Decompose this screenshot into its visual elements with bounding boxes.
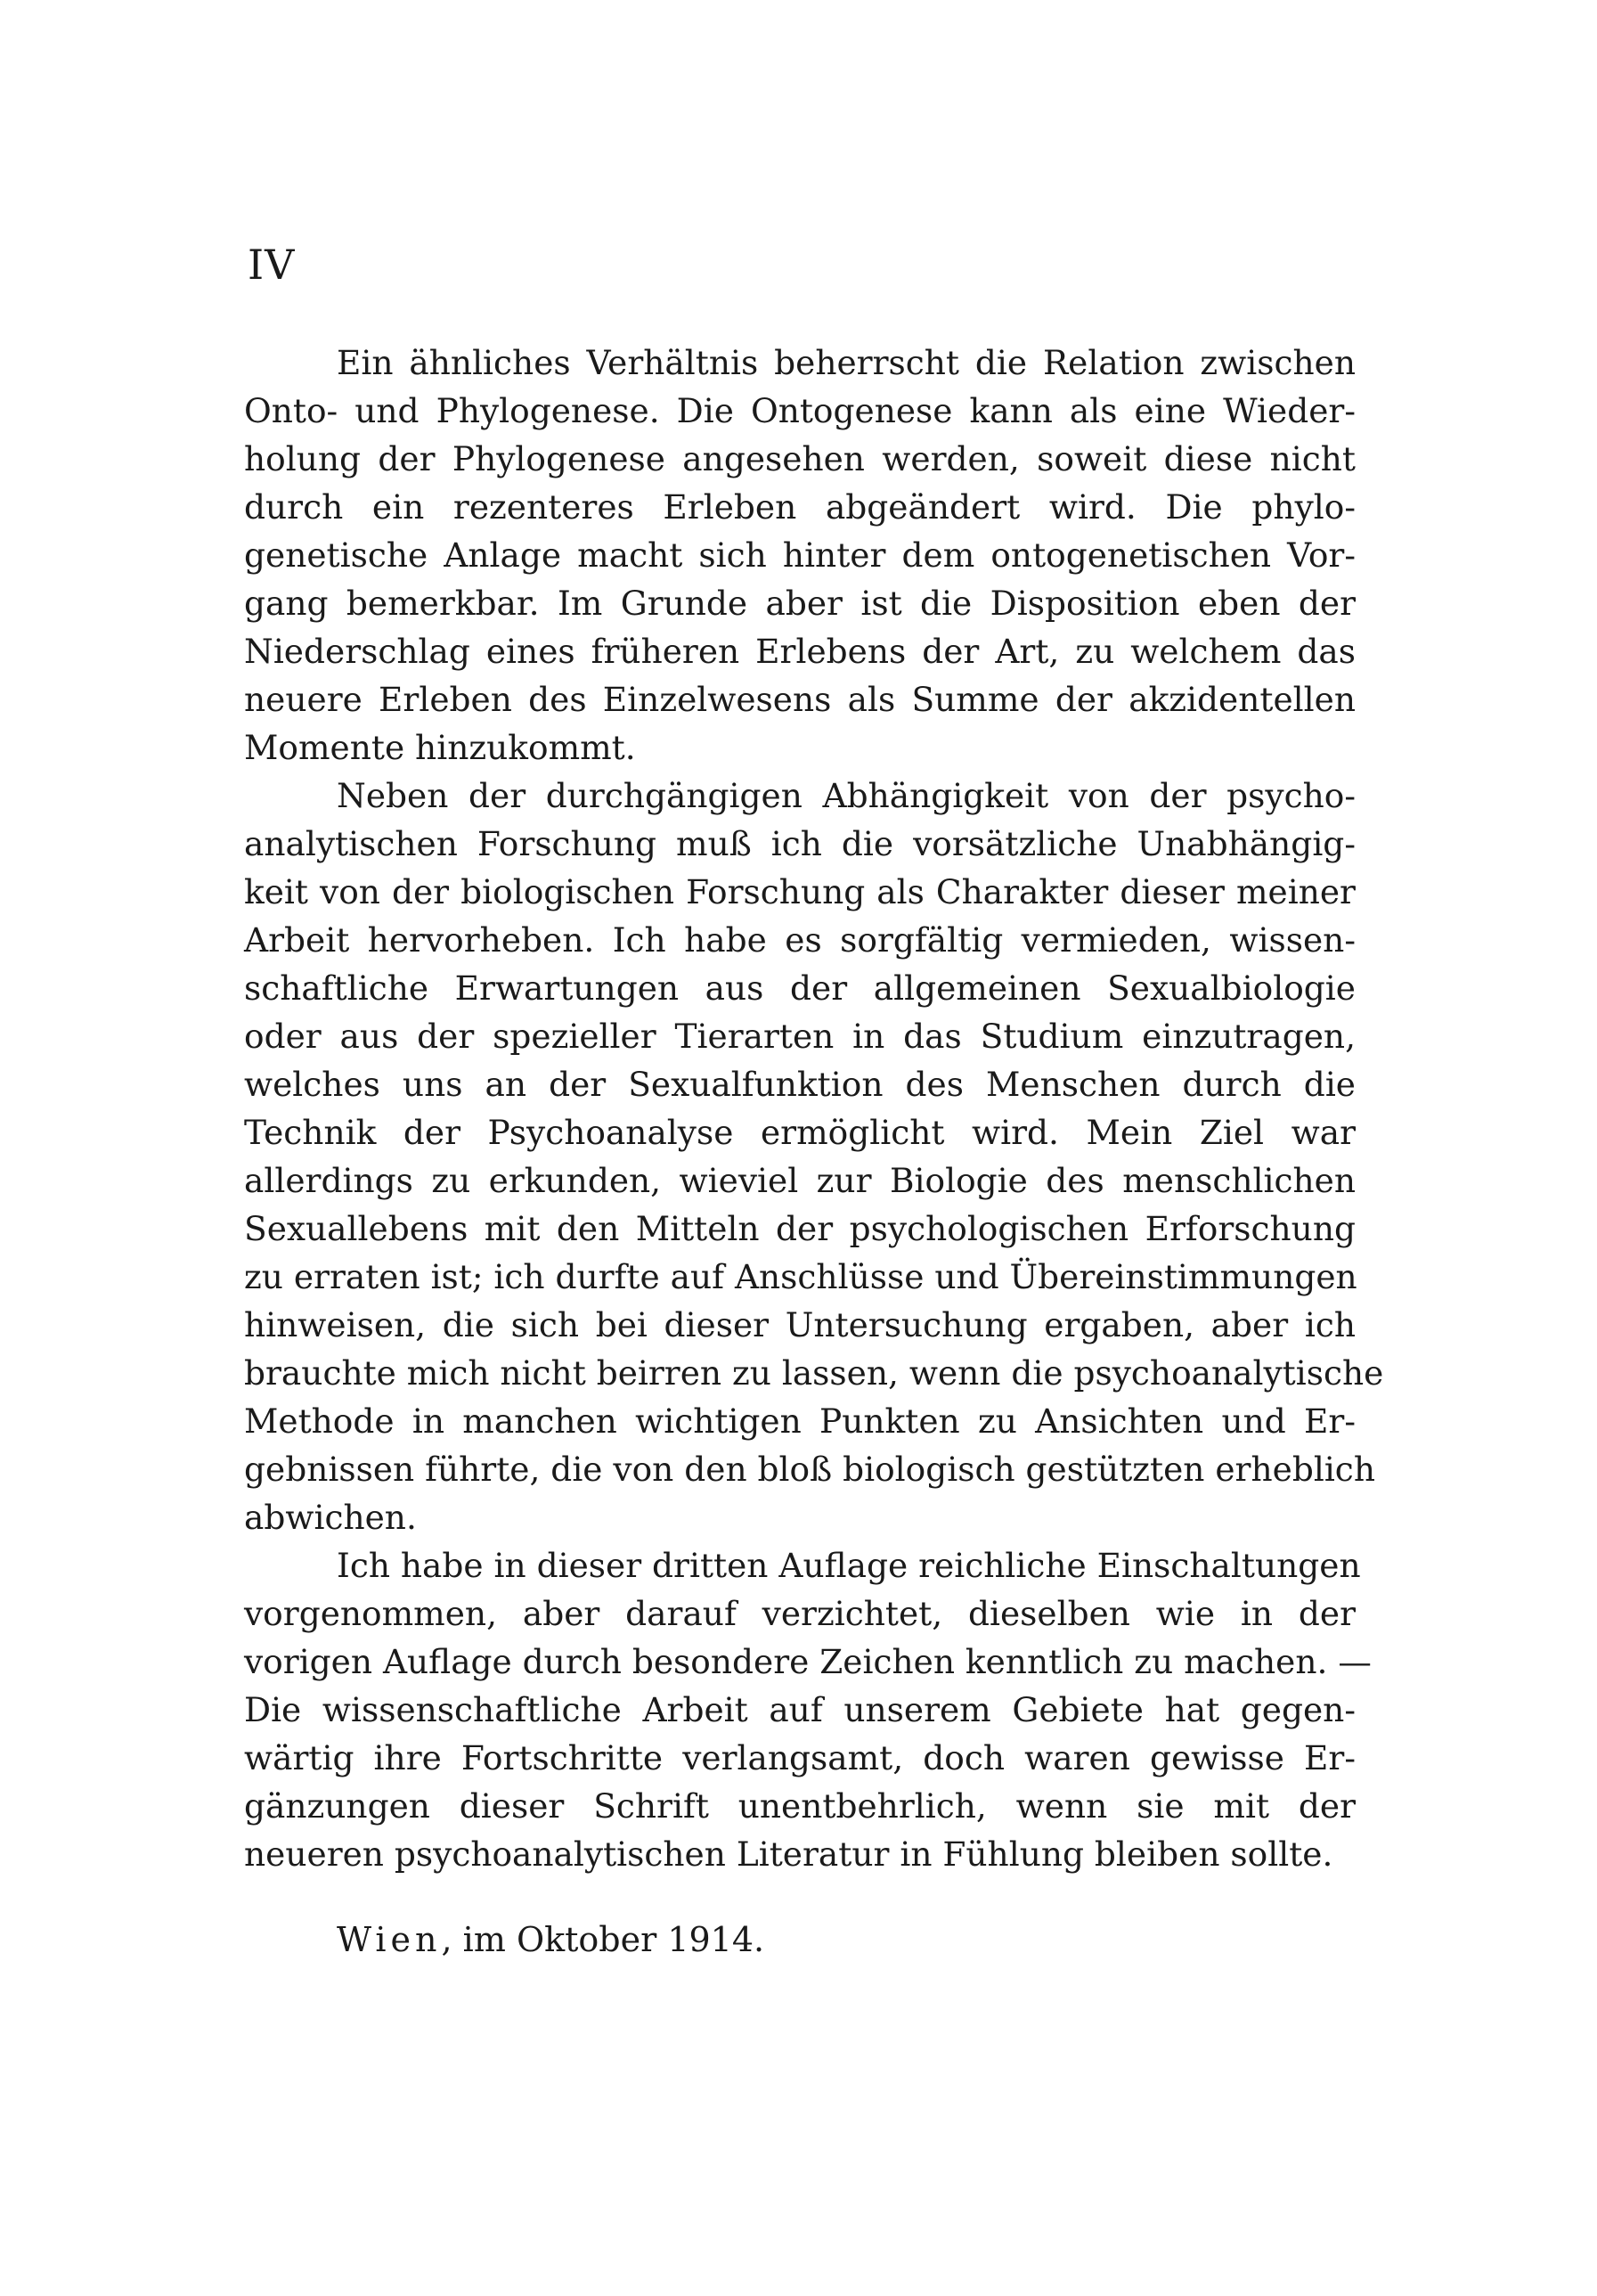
text-line: abwichen. <box>244 1498 417 1537</box>
text-line: Ich habe in dieser dritten Auflage reichliche Einschaltungen <box>337 1546 1361 1585</box>
closing-dateline <box>337 1916 764 1964</box>
text-line: zu erraten ist; ich durfte auf Anschlüsse und Übereinstimmungen <box>244 1257 1357 1296</box>
text-line: neueren psychoanalytischen Literatur in Fühlung bleiben sollte. <box>244 1834 1333 1874</box>
text-line: Niederschlag eines früheren Erlebens der Art, zu welchem das <box>244 632 1356 671</box>
text-line: hinweisen, die sich bei dieser Untersuchung ergaben, aber ich <box>244 1305 1356 1344</box>
paragraph-2 <box>244 772 1384 1541</box>
text-line: Onto- und Phylogenese. Die Ontogenese kann als eine Wieder- <box>244 391 1356 430</box>
text-line: gänzungen dieser Schrift unentbehrlich, wenn sie mit der <box>244 1786 1356 1826</box>
text-line: genetische Anlage macht sich hinter dem ontogenetischen Vor- <box>244 535 1356 575</box>
paragraph-1 <box>244 339 1356 772</box>
text-line: welches uns an der Sexualfunktion des Menschen durch die <box>244 1065 1356 1104</box>
text-line: schaftliche Erwartungen aus der allgemeinen Sexualbiologie <box>244 968 1356 1008</box>
text-line: neuere Erleben des Einzelwesens als Summe der akzidentellen <box>244 680 1356 719</box>
text-line: Momente hinzukommt. <box>244 728 636 767</box>
text-line: oder aus der spezieller Tierarten in das Studium einzutragen, <box>244 1017 1356 1056</box>
text-line: keit von der biologischen Forschung als Charakter dieser meiner <box>244 872 1356 911</box>
text-line: Methode in manchen wichtigen Punkten zu Ansichten und Er- <box>244 1401 1356 1441</box>
text-line: Ein ähnliches Verhältnis beherrscht die Relation zwischen <box>337 343 1356 382</box>
text-line: wärtig ihre Fortschritte verlangsamt, doch waren gewisse Er- <box>244 1738 1356 1777</box>
text-line: brauchte mich nicht beirren zu lassen, wenn die psychoanalytische <box>244 1353 1384 1393</box>
text-line: Die wissenschaftliche Arbeit auf unserem Gebiete hat gegen- <box>244 1690 1356 1729</box>
closing-date: , im Oktober 1914. <box>441 1920 765 1959</box>
text-line: Arbeit hervorheben. Ich habe es sorgfältig vermieden, wissen- <box>244 920 1356 960</box>
text-line: allerdings zu erkunden, wieviel zur Biologie des menschlichen <box>244 1161 1356 1200</box>
text-line: Technik der Psychoanalyse ermöglicht wird. Mein Ziel war <box>244 1113 1356 1152</box>
text-line: analytischen Forschung muß ich die vorsätzliche Unabhängig- <box>244 824 1356 863</box>
body-text <box>244 339 1384 1878</box>
text-line: Neben der durchgängigen Abhängigkeit von der psycho- <box>337 776 1356 815</box>
paragraph-3 <box>244 1541 1372 1878</box>
text-line: vorgenommen, aber darauf verzichtet, dieselben wie in der <box>244 1594 1356 1633</box>
text-line: vorigen Auflage durch besondere Zeichen kenntlich zu machen. — <box>244 1642 1372 1681</box>
text-line: gang bemerkbar. Im Grunde aber ist die Disposition eben der <box>244 584 1356 623</box>
text-line: holung der Phylogenese angesehen werden, soweit diese nicht <box>244 439 1356 478</box>
text-line: durch ein rezenteres Erleben abgeändert wird. Die phylo- <box>244 487 1356 527</box>
text-line: Sexuallebens mit den Mitteln der psychologischen Erforschung <box>244 1209 1356 1248</box>
closing-place: Wien <box>337 1920 442 1959</box>
text-line: gebnissen führte, die von den bloß biologisch gestützten erheblich <box>244 1450 1375 1489</box>
page-number: IV <box>248 241 296 289</box>
